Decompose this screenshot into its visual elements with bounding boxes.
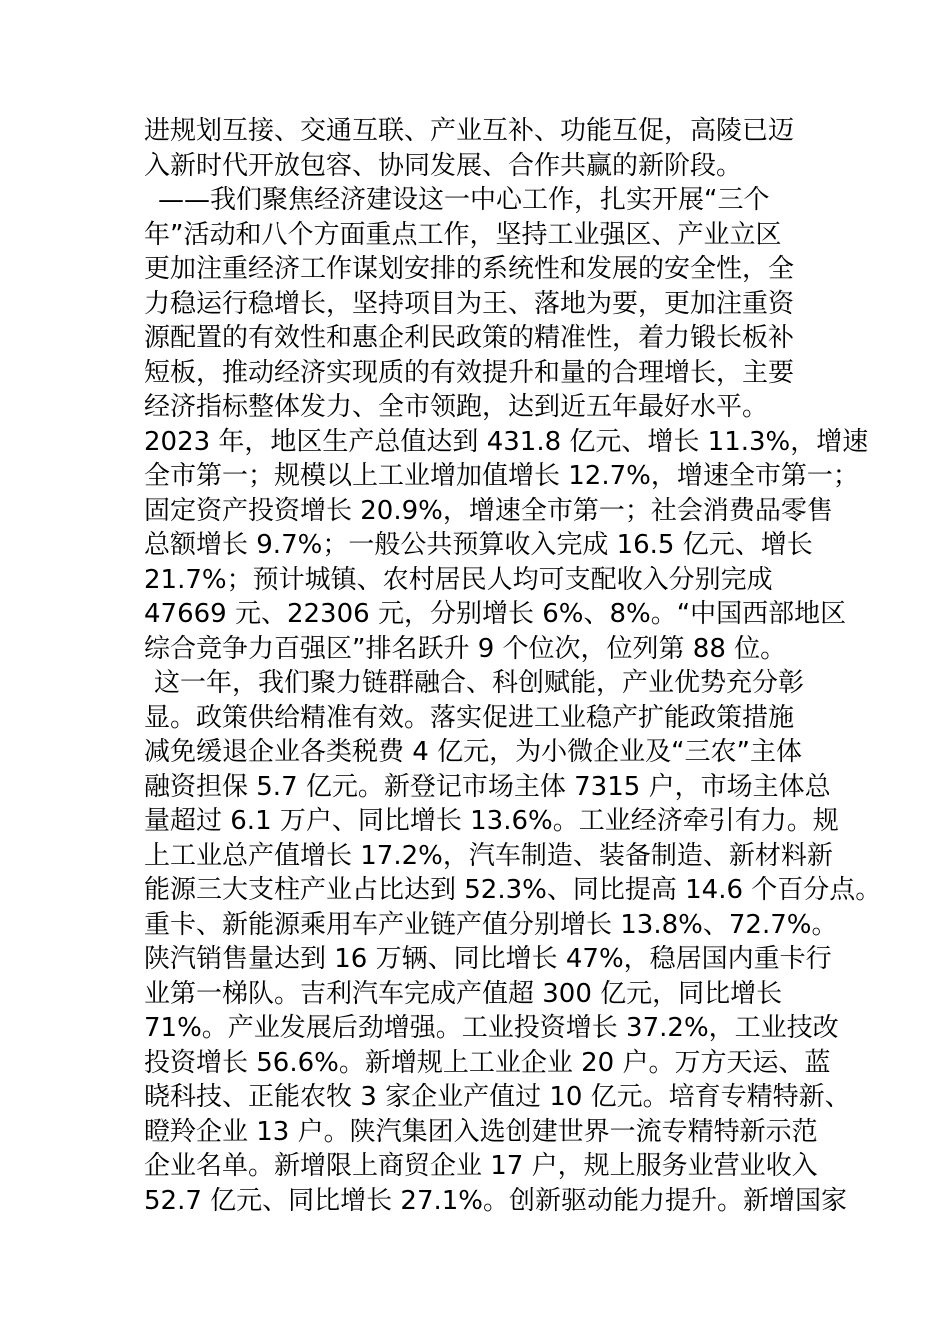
text-line: 21.7%；预计城镇、农村居民人均可支配收入分别完成 bbox=[144, 564, 773, 595]
text-line: 52.7 亿元、同比增长 27.1%。创新驱动能力提升。新增国家 bbox=[144, 1185, 848, 1216]
text-line: 全市第一；规模以上工业增加值增长 12.7%，增速全市第一； bbox=[144, 461, 859, 491]
text-line: 综合竞争力百强区”排名跃升 9 个位次，位列第 88 位。 bbox=[144, 633, 787, 664]
text-line: 业第一梯队。吉利汽车完成产值超 300 亿元，同比增长 bbox=[144, 978, 783, 1009]
text-line: 上工业总产值增长 17.2%，汽车制造、装备制造、新材料新 bbox=[144, 840, 833, 871]
body-text bbox=[144, 114, 882, 1218]
text-line: 源配置的有效性和惠企利民政策的精准性，着力锻长板补 bbox=[144, 323, 795, 353]
text-line: 力稳运行稳增长，坚持项目为王、落地为要，更加注重资 bbox=[144, 288, 795, 319]
text-line: 2023 年，地区生产总值达到 431.8 亿元、增长 11.3%，增速 bbox=[144, 426, 869, 457]
text-line: 入新时代开放包容、协同发展、合作共赢的新阶段。 bbox=[144, 150, 743, 181]
text-line: 企业名单。新增限上商贸企业 17 户，规上服务业营业收入 bbox=[144, 1151, 818, 1181]
text-line: 短板，推动经济实现质的有效提升和量的合理增长，主要 bbox=[144, 357, 795, 388]
text-line: 重卡、新能源乘用车产业链产值分别增长 13.8%、72.7%。 bbox=[144, 909, 838, 940]
text-line: 经济指标整体发力、全市领跑，达到近五年最好水平。 bbox=[144, 392, 769, 422]
text-line: 瞪羚企业 13 户。陕汽集团入选创建世界一流专精特新示范 bbox=[144, 1116, 818, 1147]
text-line: 显。政策供给精准有效。落实促进工业稳产扩能政策措施 bbox=[144, 702, 795, 733]
text-line: 进规划互接、交通互联、产业互补、功能互促，高陵已迈 bbox=[144, 116, 795, 146]
text-line: 总额增长 9.7%；一般公共预算收入完成 16.5 亿元、增长 bbox=[144, 530, 813, 560]
text-line: 投资增长 56.6%。新增规上工业企业 20 户。万方天运、蓝 bbox=[144, 1047, 831, 1078]
text-line: 更加注重经济工作谋划安排的系统性和发展的安全性，全 bbox=[144, 254, 795, 284]
text-line: 固定资产投资增长 20.9%，增速全市第一；社会消费品零售 bbox=[144, 495, 833, 526]
text-line: 陕汽销售量达到 16 万辆、同比增长 47%，稳居国内重卡行 bbox=[144, 944, 832, 974]
text-line: 融资担保 5.7 亿元。新登记市场主体 7315 户，市场主体总 bbox=[144, 771, 831, 802]
text-line: 71%。产业发展后劲增强。工业投资增长 37.2%，工业技改 bbox=[144, 1013, 839, 1043]
text-line: 量超过 6.1 万户、同比增长 13.6%。工业经济牵引有力。规 bbox=[144, 806, 839, 836]
paragraph-start-line: 这一年，我们聚力链群融合、科创赋能，产业优势充分彰 bbox=[154, 668, 805, 698]
text-line: 能源三大支柱产业占比达到 52.3%、同比提高 14.6 个百分点。 bbox=[144, 875, 882, 905]
text-line: 晓科技、正能农牧 3 家企业产值过 10 亿元。培育专精特新、 bbox=[144, 1082, 851, 1112]
text-line: 减免缓退企业各类税费 4 亿元，为小微企业及“三农”主体 bbox=[144, 737, 803, 767]
paragraph-start-line: ——我们聚焦经济建设这一中心工作，扎实开展“三个 bbox=[158, 185, 770, 215]
text-line: 年”活动和八个方面重点工作，坚持工业强区、产业立区 bbox=[144, 219, 782, 250]
text-line: 47669 元、22306 元，分别增长 6%、8%。“中国西部地区 bbox=[144, 599, 847, 629]
